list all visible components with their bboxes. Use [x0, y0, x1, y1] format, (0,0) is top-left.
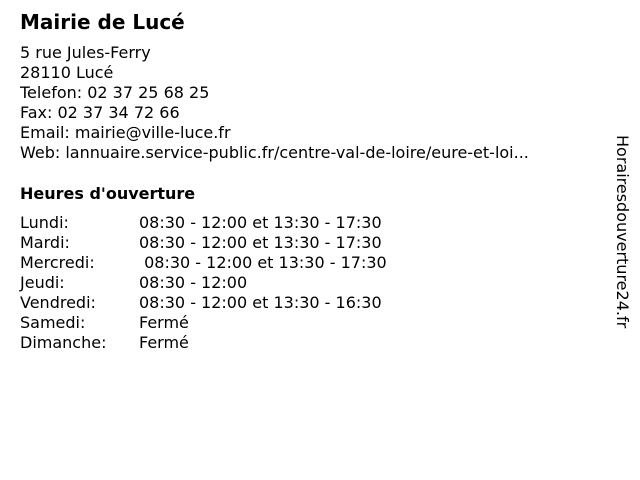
day-hours: Fermé [139, 313, 189, 332]
email-address: Email: mairie@ville-luce.fr [20, 123, 231, 142]
day-label: Mercredi: [20, 253, 95, 272]
day-label: Mardi: [20, 233, 70, 252]
day-hours: 08:30 - 12:00 et 13:30 - 17:30 [139, 253, 387, 272]
fax-number: Fax: 02 37 34 72 66 [20, 103, 180, 122]
page-title: Mairie de Lucé [20, 10, 185, 34]
day-label: Lundi: [20, 213, 69, 232]
phone-number: Telefon: 02 37 25 68 25 [20, 83, 210, 102]
day-hours: 08:30 - 12:00 et 13:30 - 16:30 [139, 293, 382, 312]
brand-watermark: Horairesdouverture24.fr [613, 135, 632, 329]
opening-hours-heading: Heures d'ouverture [20, 184, 196, 203]
contact-info [20, 43, 529, 163]
day-label: Vendredi: [20, 293, 96, 312]
day-hours: 08:30 - 12:00 [139, 273, 248, 292]
day-hours: 08:30 - 12:00 et 13:30 - 17:30 [139, 213, 382, 232]
day-label: Dimanche: [20, 333, 107, 352]
day-label: Samedi: [20, 313, 86, 332]
city-address: 28110 Lucé [20, 63, 114, 82]
day-hours: 08:30 - 12:00 et 13:30 - 17:30 [139, 233, 382, 252]
website-link: Web: lannuaire.service-public.fr/centre-val-de-loire/eure-et-loi... [20, 143, 529, 162]
day-hours: Fermé [139, 333, 189, 352]
street-address: 5 rue Jules-Ferry [20, 43, 151, 62]
day-label: Jeudi: [20, 273, 65, 292]
